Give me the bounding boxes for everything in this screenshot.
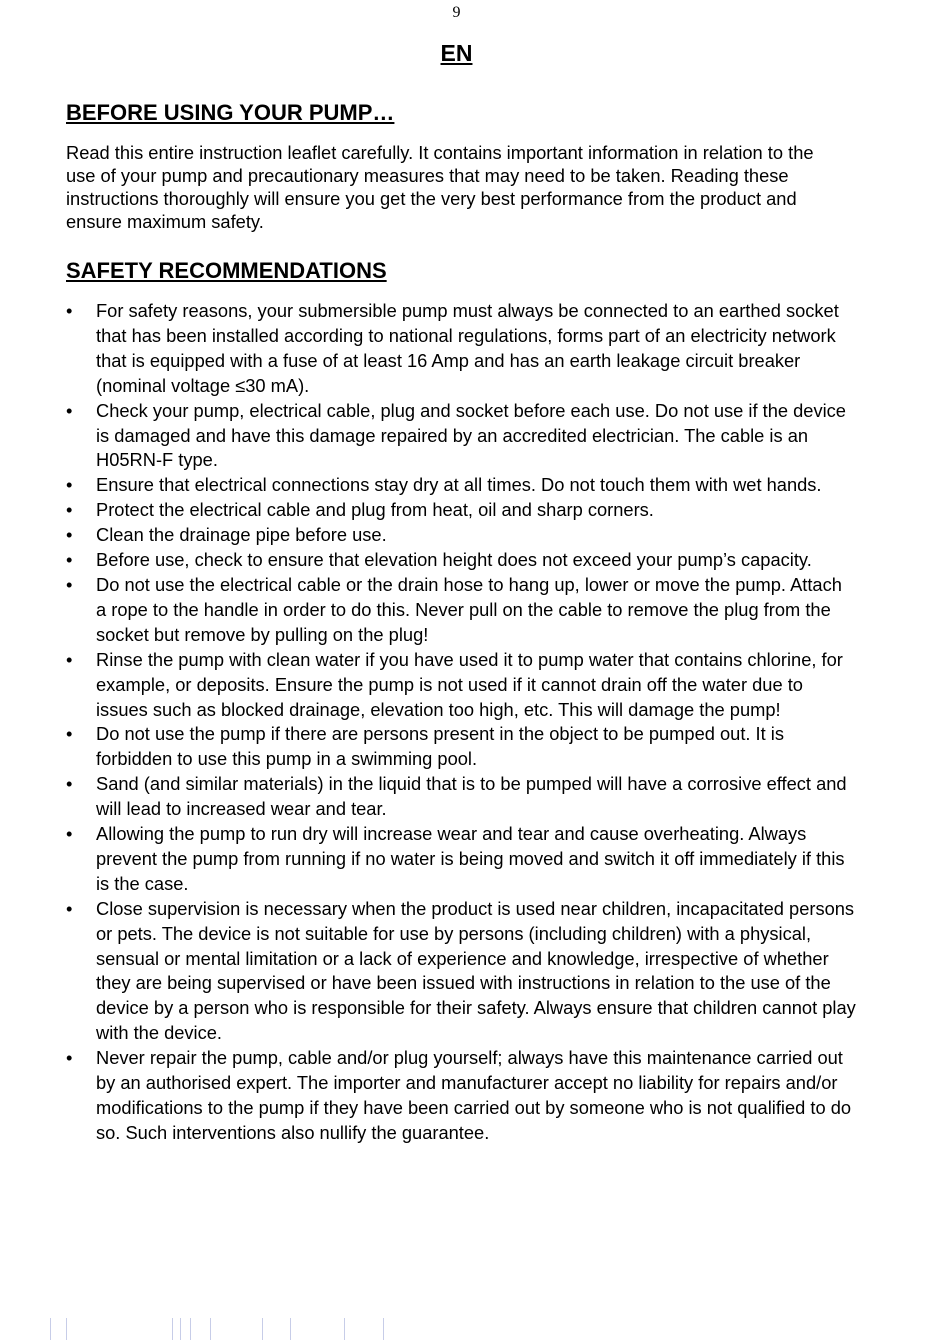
list-item bbox=[66, 648, 856, 723]
list-item-text: Rinse the pump with clean water if you have used it to pump water that contains chlorine, for example, or deposits. Ensure the pump is not used if it cannot drain off the water due to issues such as blocked drainage, elevation too high, etc. This will damage the pump! bbox=[96, 648, 843, 720]
bullet-icon: • bbox=[66, 300, 73, 321]
list-item-text: Do not use the electrical cable or the drain hose to hang up, lower or move the pump. Attach a rope to the handle in order to do this. Never pull on the cable to remove the plug from the socket but remove by pulling on the plug! bbox=[96, 573, 842, 645]
bullet-icon: • bbox=[66, 648, 73, 670]
bullet-icon: • bbox=[66, 1047, 73, 1069]
bullet-icon: • bbox=[66, 773, 73, 795]
list-item bbox=[66, 498, 856, 523]
bullet-icon: • bbox=[66, 723, 73, 745]
list-item-text: Allowing the pump to run dry will increase wear and tear and cause overheating. Always prevent the pump from running if no water is being moved and switch it off immediately if this is the case. bbox=[96, 823, 845, 894]
list-item bbox=[66, 548, 856, 573]
list-item bbox=[66, 722, 856, 772]
scan-mark bbox=[66, 1318, 67, 1340]
bullet-icon: • bbox=[66, 573, 73, 595]
bullet-icon: • bbox=[66, 499, 73, 521]
before-using-heading: BEFORE USING YOUR PUMP… bbox=[66, 100, 395, 125]
bullet-icon: • bbox=[66, 399, 73, 421]
scan-artifact-marks bbox=[0, 1318, 950, 1342]
scan-mark bbox=[180, 1318, 181, 1340]
list-item bbox=[66, 772, 856, 822]
scan-mark bbox=[290, 1318, 291, 1340]
safety-list bbox=[66, 299, 856, 1146]
list-item-text: Protect the electrical cable and plug from heat, oil and sharp corners. bbox=[96, 499, 654, 521]
bullet-icon: • bbox=[66, 474, 73, 496]
scan-mark bbox=[210, 1318, 211, 1340]
bullet-icon: • bbox=[66, 549, 73, 571]
scan-mark bbox=[190, 1318, 191, 1340]
list-item bbox=[66, 473, 856, 498]
safety-recommendations-heading: SAFETY RECOMMENDATIONS bbox=[66, 258, 387, 283]
scan-mark bbox=[172, 1318, 173, 1340]
list-item-text: For safety reasons, your submersible pump must always be connected to an earthed socket that has been installed according to national regulations, forms part of an electricity network that is equipped with a fuse of at least 16 Amp and has an earth leakage circuit breaker (nominal voltage ≤30 mA). bbox=[96, 300, 839, 396]
bullet-icon: • bbox=[66, 897, 73, 919]
language-code: EN bbox=[440, 40, 473, 66]
page-number: 9 bbox=[452, 4, 461, 21]
list-item-text: Ensure that electrical connections stay dry at all times. Do not touch them with wet hands. bbox=[96, 474, 822, 496]
scan-mark bbox=[383, 1318, 384, 1340]
bullet-icon: • bbox=[66, 524, 73, 546]
list-item-text: Clean the drainage pipe before use. bbox=[96, 524, 387, 546]
list-item-text: Never repair the pump, cable and/or plug yourself; always have this maintenance carried out by an authorised expert. The importer and manufacturer accept no liability for repairs and/or modifications to the pump if they have been carried out by someone who is not qualified to do so. Such interventions also nullify the guarantee. bbox=[96, 1047, 852, 1143]
list-item-text: Do not use the pump if there are persons present in the object to be pumped out. It is forbidden to use this pump in a swimming pool. bbox=[96, 723, 784, 770]
list-item bbox=[66, 523, 856, 548]
list-item bbox=[66, 822, 856, 897]
list-item bbox=[66, 299, 856, 399]
list-item-text: Check your pump, electrical cable, plug and socket before each use. Do not use if the device is damaged and have this damage repaired by an accredited electrician. The cable is an H05RN-F type. bbox=[96, 399, 846, 471]
list-item-text: Before use, check to ensure that elevation height does not exceed your pump’s capacity. bbox=[96, 549, 812, 571]
bullet-icon: • bbox=[66, 823, 73, 845]
scan-mark bbox=[50, 1318, 51, 1340]
list-item bbox=[66, 399, 856, 474]
scan-mark bbox=[344, 1318, 345, 1340]
list-item-text: Sand (and similar materials) in the liquid that is to be pumped will have a corrosive effect and will lead to increased wear and tear. bbox=[96, 773, 847, 820]
list-item bbox=[66, 897, 856, 1046]
list-item-text: Close supervision is necessary when the product is used near children, incapacitated persons or pets. The device is not suitable for use by persons (including children) with a physical, sensual or mental limitation or a lack of experience and knowledge, irrespective of whether they are being supervised or have been issued with instructions in relation to the use of the device by a person who is responsible for their safety. Always ensure that children cannot play with the device. bbox=[96, 897, 856, 1044]
scan-mark bbox=[262, 1318, 263, 1340]
intro-paragraph: Read this entire instruction leaflet carefully. It contains important information in relation to the use of your pump and precautionary measures that may need to be taken. Reading these instructions thoroughly will ensure you get the very best performance from the product and ensure maximum safety. bbox=[66, 142, 814, 232]
list-item bbox=[66, 573, 856, 648]
list-item bbox=[66, 1046, 856, 1146]
